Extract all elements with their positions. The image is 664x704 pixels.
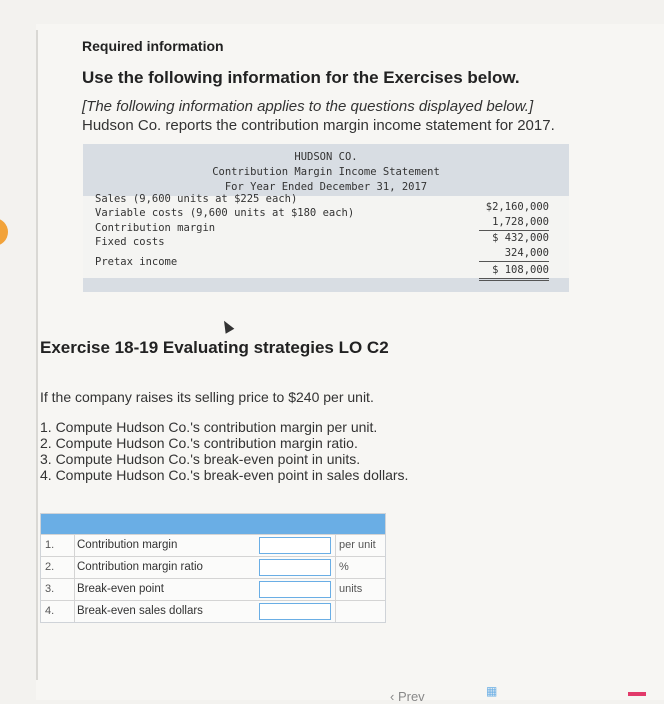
statement-line-label: Sales (9,600 units at $225 each) <box>95 193 298 205</box>
statement-line-amount: $ 108,000 <box>492 264 549 276</box>
exercise-title: Exercise 18-19 Evaluating strategies LO C2 <box>40 338 389 357</box>
statement-line-label: Variable costs (9,600 units at $180 each) <box>95 207 355 219</box>
statement-line-amount: $2,160,000 <box>485 201 549 213</box>
statement-line-amount: 1,728,000 <box>492 216 549 228</box>
grid-icon[interactable]: ▦ <box>486 684 498 698</box>
break-even-units-input[interactable] <box>259 581 331 598</box>
subtotal-rule <box>479 230 549 231</box>
statement-period: For Year Ended December 31, 2017 <box>224 181 428 193</box>
contribution-margin-input[interactable] <box>259 537 331 554</box>
statement-line-label: Contribution margin <box>95 222 216 234</box>
row-number: 1. <box>41 535 75 556</box>
row-label: Break-even point <box>77 583 164 595</box>
table-row <box>41 600 385 622</box>
statement-company: HUDSON CO. <box>294 151 358 163</box>
answer-table <box>40 513 386 623</box>
statement-line-amount: 324,000 <box>504 247 549 259</box>
statement-line-amount: $ 432,000 <box>492 232 549 244</box>
brand-mark-icon <box>628 692 646 696</box>
row-label: Contribution margin <box>77 539 178 551</box>
question-item: 1. Compute Hudson Co.'s contribution margin per unit. <box>40 419 378 435</box>
table-row <box>41 534 385 556</box>
row-number: 4. <box>41 601 75 622</box>
use-info-heading: Use the following information for the Exercises below. <box>82 68 520 87</box>
required-info-label: Required information <box>82 38 224 54</box>
statement-line-label: Pretax income <box>95 256 178 268</box>
table-row <box>41 578 385 600</box>
intro-text: Hudson Co. reports the contribution margin income statement for 2017. <box>82 117 555 134</box>
question-item: 2. Compute Hudson Co.'s contribution margin ratio. <box>40 435 358 451</box>
income-statement <box>83 144 569 292</box>
row-label: Contribution margin ratio <box>77 561 203 573</box>
exercise-prompt: If the company raises its selling price to $240 per unit. <box>40 389 374 405</box>
row-number: 2. <box>41 557 75 578</box>
row-number: 3. <box>41 579 75 600</box>
total-rule <box>479 278 549 279</box>
subtotal-rule <box>479 261 549 262</box>
prev-button[interactable] <box>390 689 425 704</box>
table-row <box>41 556 385 578</box>
row-label: Break-even sales dollars <box>77 605 203 617</box>
prev-label: Prev <box>397 689 425 704</box>
row-unit: units <box>339 583 363 595</box>
row-unit: per unit <box>339 539 376 551</box>
question-item: 4. Compute Hudson Co.'s break-even point in sales dollars. <box>40 467 409 483</box>
applies-note: [The following information applies to the questions displayed below.] <box>82 98 534 115</box>
total-double-rule <box>479 280 549 281</box>
contribution-margin-ratio-input[interactable] <box>259 559 331 576</box>
answer-table-header <box>41 514 385 534</box>
row-unit: % <box>339 561 349 573</box>
statement-line-label: Fixed costs <box>95 236 165 248</box>
side-tab-marker[interactable] <box>0 218 8 246</box>
statement-title: Contribution Margin Income Statement <box>212 166 440 178</box>
chevron-left-icon: ‹ <box>390 689 398 704</box>
column-divider <box>335 534 336 622</box>
question-item: 3. Compute Hudson Co.'s break-even point in units. <box>40 451 361 467</box>
card-border <box>36 30 38 680</box>
break-even-sales-input[interactable] <box>259 603 331 620</box>
